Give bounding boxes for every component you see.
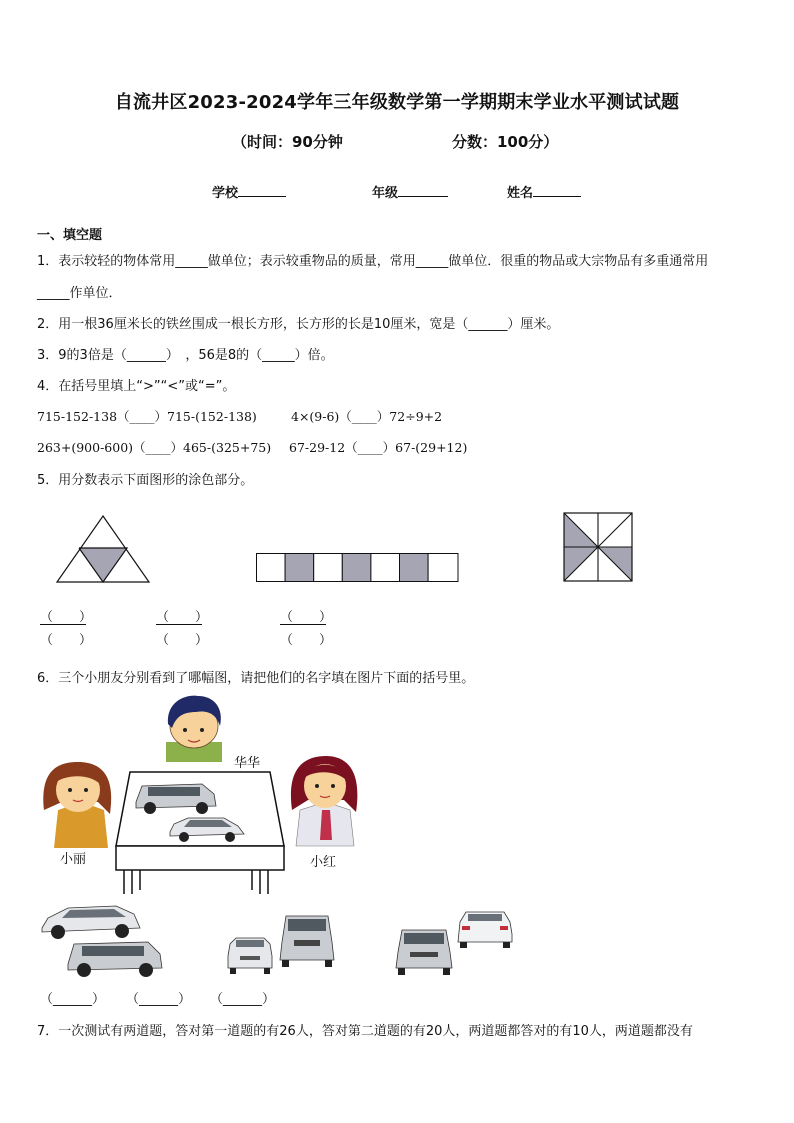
name-field xyxy=(507,182,581,201)
wheel xyxy=(51,925,65,939)
suv-side-view xyxy=(68,942,162,977)
girl-left-eye xyxy=(68,788,72,792)
numerator-blank[interactable]: （ ） xyxy=(40,610,93,625)
section-title: 一、填空题 xyxy=(37,228,103,243)
boy-figure xyxy=(166,696,222,762)
numerator-blank[interactable]: （ ） xyxy=(156,610,209,625)
denominator-blank[interactable]: （ ） xyxy=(40,633,93,648)
suv-windows xyxy=(148,787,200,796)
grade-blank[interactable] xyxy=(398,184,448,197)
car-grille xyxy=(294,940,320,946)
school-field xyxy=(212,182,286,201)
strip-cell-shaded xyxy=(400,554,429,582)
fraction-bar xyxy=(40,624,86,625)
grade-label: 年级 xyxy=(372,186,399,201)
q4-row2b: 67-29-12（____）67-(29+12) xyxy=(289,440,468,455)
strip-cell-shaded xyxy=(285,554,314,582)
strip-cell xyxy=(428,554,458,582)
q4-row1a: 715-152-138（____）715-(152-138) xyxy=(37,409,257,424)
strip-cell xyxy=(257,554,286,582)
strip-cell xyxy=(371,554,400,582)
q7-text: 7．一次测试有两道题，答对第一道题的有26人，答对第二道题的有20人，两道题都答对的有10人，两道题都没有 xyxy=(37,1024,693,1039)
view-option-3 xyxy=(394,906,516,978)
table-front xyxy=(116,846,284,870)
wheel xyxy=(225,832,235,842)
denominator-blank[interactable]: （ ） xyxy=(280,633,333,648)
triangle-shaded-part xyxy=(79,548,127,582)
sedan-front-view xyxy=(228,938,272,974)
fraction-bar xyxy=(280,624,326,625)
q6-text: 6．三个小朋友分别看到了哪幅图，请把他们的名字填在图片下面的括号里。 xyxy=(37,671,475,686)
girl-right-figure xyxy=(291,756,357,846)
fraction-answer-3[interactable] xyxy=(280,606,333,648)
name-label: 姓名 xyxy=(507,186,534,201)
q4-text: 4．在括号里填上“>”“<”或“=”。 xyxy=(37,379,236,394)
answer-blank-2[interactable]: （______） xyxy=(126,992,192,1007)
wheel xyxy=(179,832,189,842)
q3-text: 3．9的3倍是（______） ，56是8的（_____）倍。 xyxy=(37,348,334,363)
sedan-side-view xyxy=(42,906,140,939)
wheel xyxy=(282,960,289,967)
car-windshield xyxy=(288,919,326,931)
strip-figure xyxy=(256,553,459,582)
score-info: 分数：100分） xyxy=(452,133,559,151)
school-blank[interactable] xyxy=(238,184,286,197)
q2-text: 2．用一根36厘米长的铁丝围成一根长方形，长方形的长是10厘米，宽是（______）厘米。 xyxy=(37,317,560,332)
name-xiaohong: 小红 xyxy=(310,855,337,870)
boy-eye xyxy=(183,728,187,732)
q1-line1: 1．表示较轻的物体常用_____做单位；表示较重物品的质量，常用_____做单位．很重的物品或大宗物品有多重通常用 xyxy=(37,254,709,269)
wheel xyxy=(139,963,153,977)
answer-blank-1[interactable]: （______） xyxy=(40,992,106,1007)
girl-left-figure xyxy=(43,762,111,848)
girl-right-tie xyxy=(320,810,332,840)
grade-field xyxy=(372,182,448,201)
fraction-bar xyxy=(156,624,202,625)
time-info: （时间：90分钟 xyxy=(232,133,343,151)
wheel xyxy=(230,968,236,974)
boy-eye xyxy=(200,728,204,732)
name-blank[interactable] xyxy=(533,184,581,197)
car-windows xyxy=(82,946,144,956)
car-windshield xyxy=(236,940,264,947)
wheel xyxy=(325,960,332,967)
wheel xyxy=(196,802,208,814)
page-title: 自流井区2023-2024学年三年级数学第一学期期末学业水平测试试题 xyxy=(114,92,680,113)
tail-light xyxy=(500,926,508,930)
girl-left-eye xyxy=(84,788,88,792)
girl-right-eye xyxy=(331,784,335,788)
q4-row2a: 263+(900-600)（____）465-(325+75) xyxy=(37,440,272,455)
denominator-blank[interactable]: （ ） xyxy=(156,633,209,648)
suv-front-view xyxy=(396,930,452,975)
q1-line2: _____作单位． xyxy=(37,286,122,301)
wheel xyxy=(264,968,270,974)
numerator-blank[interactable]: （ ） xyxy=(280,610,333,625)
wheel xyxy=(398,968,405,975)
sedan-rear-view xyxy=(458,912,512,948)
fraction-answer-2[interactable] xyxy=(156,606,209,648)
name-huahua: 华华 xyxy=(234,756,261,771)
strip-cell-shaded xyxy=(342,554,371,582)
school-label: 学校 xyxy=(212,186,239,201)
triangle-figure xyxy=(55,514,151,584)
strip-cell xyxy=(314,554,343,582)
car-grille xyxy=(240,956,260,960)
car-rear-window xyxy=(468,914,502,921)
car-grille xyxy=(410,952,438,957)
car-windshield xyxy=(404,933,444,944)
view-option-2 xyxy=(222,912,338,978)
tail-light xyxy=(462,926,470,930)
name-xiaoli: 小丽 xyxy=(60,852,87,867)
girl-right-eye xyxy=(315,784,319,788)
fraction-answer-1[interactable] xyxy=(40,606,93,648)
q5-text: 5．用分数表示下面图形的涂色部分。 xyxy=(37,473,254,488)
wheel xyxy=(115,924,129,938)
wheel xyxy=(144,802,156,814)
suv-front-view xyxy=(280,916,334,967)
square-figure xyxy=(563,512,633,582)
wheel xyxy=(443,968,450,975)
wheel xyxy=(460,942,467,948)
q4-row1b: 4×(9-6)（____）72÷9+2 xyxy=(291,409,443,424)
wheel xyxy=(503,942,510,948)
wheel xyxy=(77,963,91,977)
view-option-1 xyxy=(38,898,168,980)
answer-blank-3[interactable]: （______） xyxy=(210,992,276,1007)
